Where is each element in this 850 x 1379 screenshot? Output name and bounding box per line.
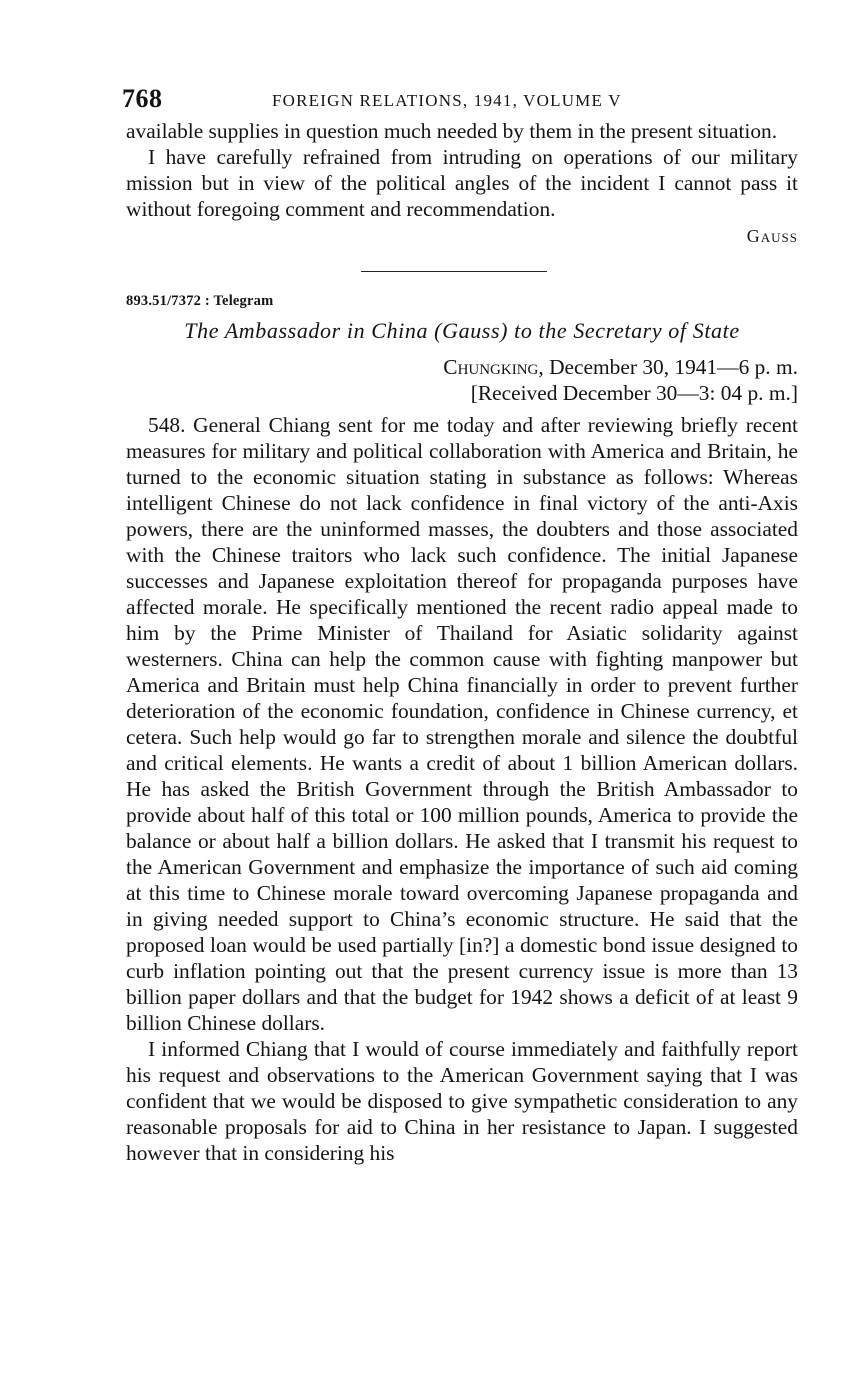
dateline-place: Chungking	[443, 355, 539, 379]
telegram-paragraph-2: I informed Chiang that I would of course immediately and faithfully report his request and observations to the American Government saying that I was confident that we would be disposed to give sympathetic consideration to any reasonable proposals for aid to China in her resistance to Japan. I suggested however that in considering his	[126, 1037, 798, 1165]
dateline-date: , December 30, 1941—6 p. m.	[538, 355, 798, 379]
page-number: 768	[122, 84, 163, 113]
document-heading: The Ambassador in China (Gauss) to the Secretary of State	[184, 318, 740, 343]
running-header	[122, 84, 798, 118]
closing-paragraph: I have carefully refrained from intruding on operations of our military mission but in view of the political angles of the incident I cannot pass it without foregoing comment and recommendation.	[126, 145, 798, 221]
telegram-paragraph-1: 548. General Chiang sent for me today and after reviewing briefly recent measures for military and political collaboration with America and Britain, he turned to the economic situation stating in substance as follows: Whereas intelligent Chinese do not lack confidence in final victory of the anti-Axis powers, there are the uninformed masses, the doubters and those associated with the Chinese traitors who lack such confidence. The initial Japanese successes and Japanese exploitation thereof for propaganda purposes have affected morale. He specifically mentioned the recent radio appeal made to him by the Prime Minister of Thailand for Asiatic solidarity against westerners. China can help the common cause with fighting manpower but America and Britain must help China financially in order to prevent further deterioration of the economic foundation, confidence in Chinese currency, et cetera. Such help would go far to strengthen morale and silence the doubtful and critical elements. He wants a credit of about 1 billion American dollars. He has asked the British Government through the British Ambassador to provide about half of this total or 100 million pounds, America to provide the balance or about half a billion dollars. He asked that I transmit his request to the American Government and emphasize the importance of such aid coming at this time to Chinese morale toward overcoming Japanese propaganda and in giving needed support to China’s economic structure. He said that the proposed loan would be used partially [in?] a domestic bond issue designed to curb inflation pointing out that the present currency issue is more than 13 billion paper dollars and that the budget for 1942 shows a deficit of at least 9 billion Chinese dollars.	[126, 413, 798, 1035]
dateline	[126, 354, 798, 380]
received-line: [Received December 30—3: 04 p. m.]	[470, 381, 798, 405]
document-page	[122, 84, 798, 1166]
continued-paragraph: available supplies in question much needed by them in the present situation.	[126, 119, 778, 143]
file-reference: 893.51/7372 : Telegram	[126, 293, 274, 309]
signature: Gauss	[746, 226, 798, 246]
section-divider	[361, 271, 547, 272]
running-title: FOREIGN RELATIONS, 1941, VOLUME V	[272, 91, 622, 110]
